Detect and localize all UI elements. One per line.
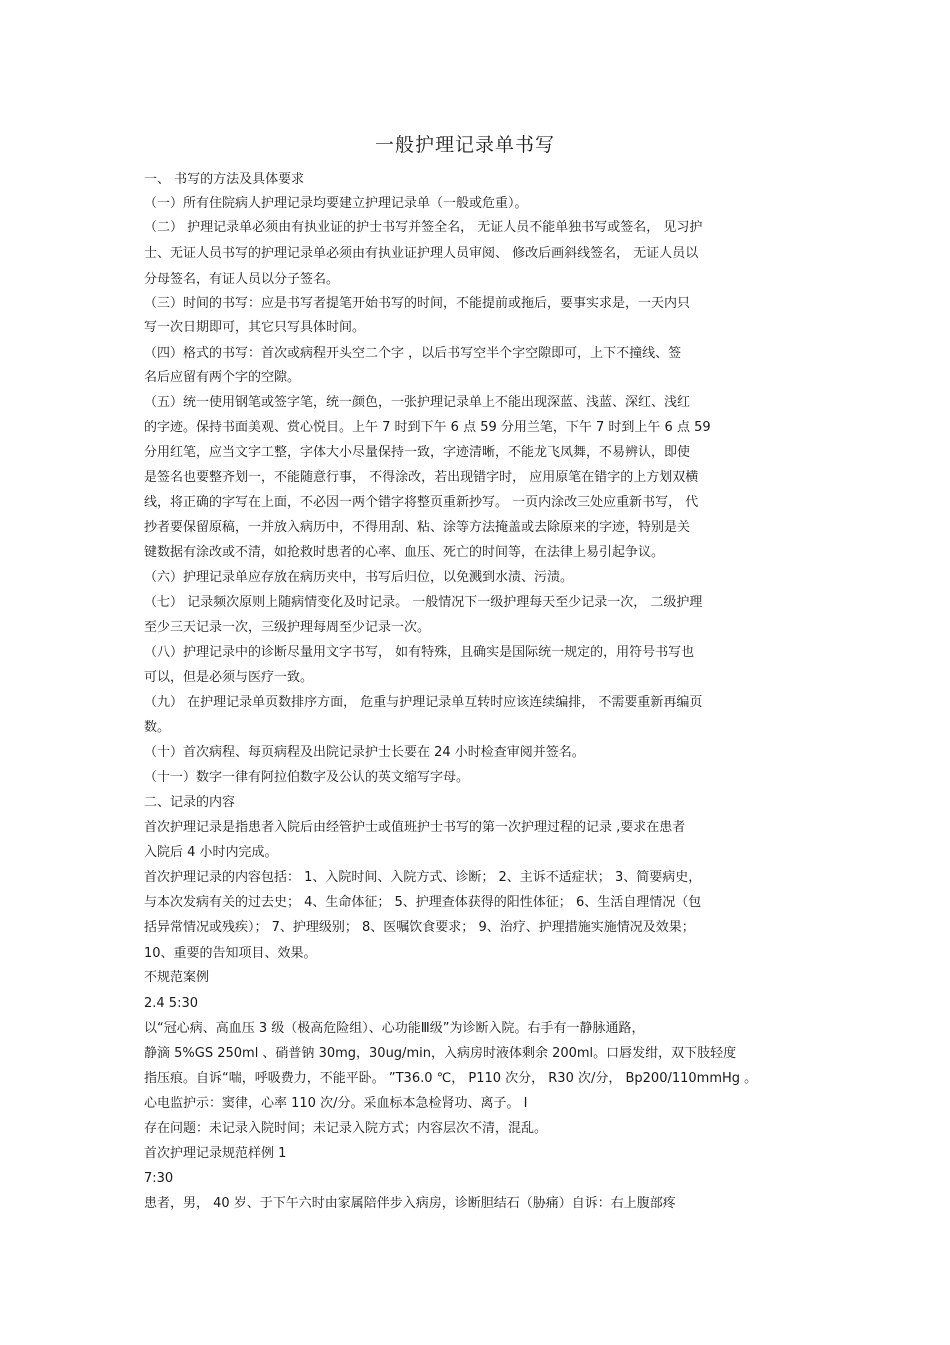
- text-line: 一、 书写的方法及具体要求: [144, 172, 305, 187]
- text-line: （一）所有住院病人护理记录均要建立护理记录单（一般或危重）。: [144, 196, 528, 211]
- text-line: 士、无证人员书写的护理记录单必须由有执业证护理人员审阅、 修改后画斜线签名， 无证人员以: [144, 246, 699, 261]
- document-title: 一般护理记录单书写: [374, 134, 555, 156]
- text-line: 可以，但是必须与医疗一致。: [144, 670, 314, 685]
- text-line: （四）格式的书写：首次或病程开头空二个字 ，以后书写空半个字空隙即可，上下不撞线、签: [144, 346, 682, 361]
- text-line: 名后应留有两个字的空隙。: [144, 370, 301, 385]
- text-line: 抄者要保留原稿，一并放入病历中，不得用刮、粘、涂等方法掩盖或去除原来的字迹，特别是关: [144, 520, 691, 535]
- text-line: （六）护理记录单应存放在病历夹中，书写后归位，以免溅到水渍、污渍。: [144, 570, 574, 585]
- text-line: （三）时间的书写：应是书写者提笔开始书写的时间，不能提前或拖后，要事实求是，一天内只: [144, 296, 691, 311]
- text-line: 心电监护示：窦律，心率 110 次/分。采血标本急检肾功、离子。 I: [144, 1096, 528, 1111]
- text-line: （五）统一使用钢笔或签字笔，统一颜色，一张护理记录单上不能出现深蓝、浅蓝、深红、浅红: [144, 395, 691, 410]
- text-line: 7:30: [144, 1171, 174, 1186]
- text-line: 分用红笔，应当文字工整，字体大小尽量保持一致，字迹清晰，不能龙飞凤舞，不易辨认，即使: [144, 445, 691, 460]
- text-line: 入院后 4 小时内完成。: [144, 845, 278, 860]
- text-line: 写一次日期即可，其它只写具体时间。: [144, 320, 366, 335]
- text-line: 括异常情况或残疾）； 7、护理级别； 8、医嘱饮食要求； 9、治疗、护理措施实施情况及效果；: [144, 920, 695, 935]
- text-line: （七） 记录频次原则上随病情变化及时记录。 一般情况下一级护理每天至少记录一次， 二级护理: [144, 595, 703, 610]
- text-line: 10、重要的告知项目、效果。: [144, 946, 317, 961]
- text-line: 首次护理记录是指患者入院后由经管护士或值班护士书写的第一次护理过程的记录 ,要求在患者: [144, 820, 686, 835]
- text-line: （十）首次病程、每页病程及出院记录护士长要在 24 小时检查审阅并签名。: [144, 745, 585, 760]
- text-line: 2.4 5:30: [144, 996, 198, 1011]
- text-line: （八）护理记录中的诊断尽量用文字书写， 如有特殊，且确实是国际统一规定的，用符号书写也: [144, 645, 695, 660]
- text-line: 分母签名，有证人员以分子签名。: [144, 272, 340, 287]
- text-line: （二） 护理记录单必须由有执业证的护士书写并签全名， 无证人员不能单独书写或签名， 见习护: [144, 220, 703, 235]
- text-line: 以“冠心病、高血压 3 级（极高危险组）、心功能Ⅲ级”为诊断入院。右手有一静脉通路，: [144, 1021, 645, 1036]
- section-heading: 二、记录的内容: [144, 795, 236, 810]
- text-line: 患者，男， 40 岁、于下午六时由家属陪伴步入病房，诊断胆结石（胁痛）自诉：右上腹部疼: [144, 1196, 676, 1211]
- text-line: （十一）数字一律有阿拉伯数字及公认的英文缩写字母。: [144, 770, 470, 785]
- text-line: 首次护理记录的内容包括： 1、入院时间、入院方式、诊断； 2、主诉不适症状； 3、简要病史，: [144, 870, 702, 885]
- text-line: 线，将正确的字写在上面，不必因一两个错字将整页重新抄写。 一页内涂改三处应重新书写， 代: [144, 495, 699, 510]
- text-line: 键数据有涂改或不清，如抢救时患者的心率、血压、死亡的时间等，在法律上易引起争议。: [144, 545, 665, 560]
- text-line: 至少三天记录一次，三级护理每周至少记录一次。: [144, 620, 431, 635]
- text-line: 数。: [144, 720, 171, 735]
- text-line: 不规范案例: [144, 970, 210, 985]
- text-line: 存在问题：未记录入院时间；未记录入院方式；内容层次不清，混乱。: [144, 1121, 548, 1136]
- text-line: 指压痕。自诉“喘，呼吸费力，不能平卧。 ”T36.0 ℃， P110 次分， R30 次/分， Bp200/110mmHg 。: [144, 1071, 758, 1086]
- text-line: 是签名也要整齐划一，不能随意行事， 不得涂改，若出现错字时， 应用原笔在错字的上方划双横: [144, 470, 699, 485]
- text-line: 首次护理记录规范样例 1: [144, 1146, 287, 1161]
- text-line: 与本次发病有关的过去史； 4、生命体征； 5、护理查体获得的阳性体征； 6、生活自理情况（包: [144, 895, 702, 910]
- text-line: （九） 在护理记录单页数排序方面， 危重与护理记录单互转时应该连续编排， 不需要重新再编页: [144, 695, 703, 710]
- text-line: 静滴 5%GS 250ml 、硝普钠 30mg，30ug/min，入病房时液体剩余 200ml。口唇发绀，双下肢轻度: [144, 1046, 737, 1061]
- text-line: 的字迹。保持书面美观、赏心悦目。上午 7 时到下午 6 点 59 分用兰笔，下午 7 时到上午 6 点 59: [144, 420, 711, 435]
